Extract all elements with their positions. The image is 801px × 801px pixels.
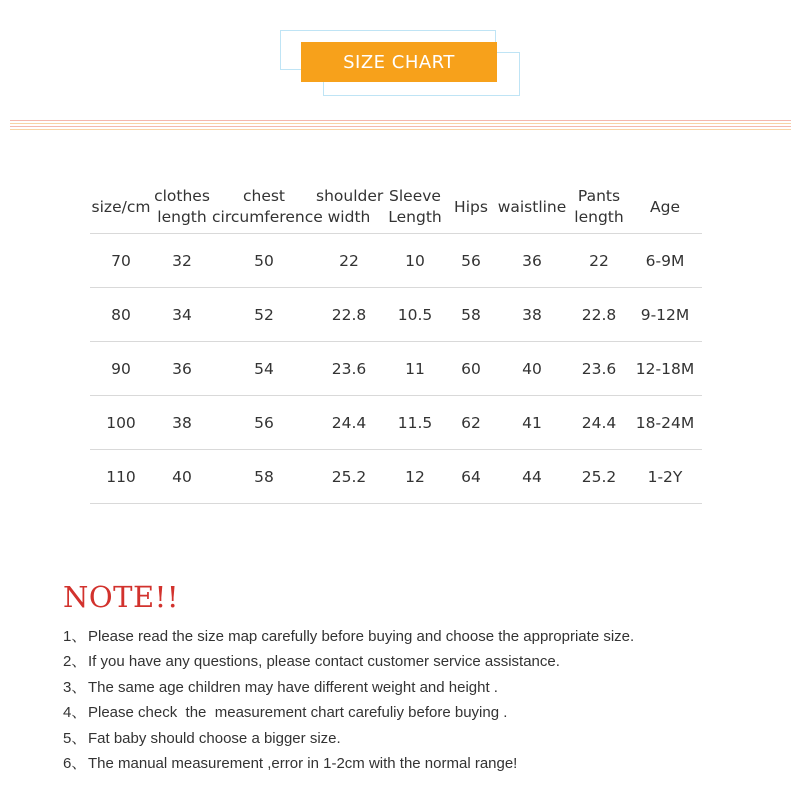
- header-hips: Hips: [454, 197, 488, 216]
- note-number: 3、: [63, 678, 87, 696]
- header-sleeve-length: Sleeve Length: [388, 187, 442, 226]
- table-cell: 38: [152, 396, 212, 450]
- note-number: 2、: [63, 653, 87, 671]
- table-cell: 11: [382, 342, 448, 396]
- table-cell: 58: [212, 450, 316, 504]
- table-cell: 6-9M: [628, 234, 702, 288]
- table-row: [90, 396, 702, 450]
- header-size: size/cm: [91, 197, 151, 216]
- table-cell: 80: [90, 288, 152, 342]
- table-row: [90, 234, 702, 288]
- table-cell: 36: [152, 342, 212, 396]
- table-cell: 56: [212, 396, 316, 450]
- header-waistline: waistline: [497, 197, 567, 216]
- decorative-stripes: [10, 120, 791, 132]
- table-row: [90, 342, 702, 396]
- table-cell: 41: [494, 396, 570, 450]
- table-cell: 44: [494, 450, 570, 504]
- table-cell: 60: [448, 342, 494, 396]
- size-chart-table: [90, 181, 702, 504]
- note-title: NOTE!!: [63, 580, 179, 614]
- table-cell: 9-12M: [628, 288, 702, 342]
- table-cell: 18-24M: [628, 396, 702, 450]
- note-number: 6、: [63, 754, 87, 772]
- table-cell: 38: [494, 288, 570, 342]
- page-title: SIZE CHART: [301, 42, 497, 82]
- table-cell: 36: [494, 234, 570, 288]
- note-number: 1、: [63, 628, 87, 645]
- header-age: Age: [650, 197, 680, 216]
- note-text: Fat baby should choose a bigger size.: [88, 729, 341, 747]
- table-cell: 25.2: [316, 450, 382, 504]
- table-header-row: [90, 181, 702, 234]
- table-cell: 52: [212, 288, 316, 342]
- note-text: Please check the measurement chart carefuliy before buying .: [88, 704, 508, 722]
- note-number: 5、: [63, 729, 87, 747]
- table-cell: 90: [90, 342, 152, 396]
- table-cell: 40: [494, 342, 570, 396]
- table-cell: 12: [382, 450, 448, 504]
- table-cell: 64: [448, 450, 494, 504]
- table-cell: 56: [448, 234, 494, 288]
- table-cell: 22: [316, 234, 382, 288]
- note-text: Please read the size map carefully before buying and choose the appropriate size.: [88, 628, 635, 645]
- table-cell: 10: [382, 234, 448, 288]
- note-item: [63, 730, 634, 755]
- header-pants-length: Pants length: [574, 187, 624, 226]
- header-chest-circumference: chest circumference: [212, 187, 323, 226]
- table-cell: 23.6: [570, 342, 628, 396]
- note-item: [63, 628, 634, 653]
- table-row: [90, 450, 702, 504]
- table-cell: 22.8: [316, 288, 382, 342]
- table-row: [90, 288, 702, 342]
- note-item: [63, 755, 634, 780]
- stripe-line: [10, 123, 791, 124]
- table-cell: 58: [448, 288, 494, 342]
- table-cell: 70: [90, 234, 152, 288]
- table-cell: 50: [212, 234, 316, 288]
- table-cell: 24.4: [570, 396, 628, 450]
- header-clothes-length: clothes length: [154, 187, 210, 226]
- table-cell: 100: [90, 396, 152, 450]
- table-cell: 1-2Y: [628, 450, 702, 504]
- table-cell: 34: [152, 288, 212, 342]
- note-text: The manual measurement ,error in 1-2cm with the normal range!: [88, 754, 518, 772]
- header-shoulder-width: shoulder width: [316, 187, 384, 226]
- table-cell: 110: [90, 450, 152, 504]
- table-cell: 32: [152, 234, 212, 288]
- table-cell: 25.2: [570, 450, 628, 504]
- table-cell: 62: [448, 396, 494, 450]
- table-cell: 22.8: [570, 288, 628, 342]
- table-cell: 24.4: [316, 396, 382, 450]
- stripe-line: [10, 120, 791, 121]
- note-item: [63, 653, 634, 678]
- note-item: [63, 704, 634, 729]
- note-text: The same age children may have different weight and height .: [88, 678, 498, 696]
- note-list: [63, 628, 634, 780]
- table-cell: 54: [212, 342, 316, 396]
- table-cell: 40: [152, 450, 212, 504]
- table-cell: 23.6: [316, 342, 382, 396]
- table-cell: 11.5: [382, 396, 448, 450]
- stripe-line: [10, 129, 791, 130]
- note-text: If you have any questions, please contact customer service assistance.: [88, 653, 560, 671]
- stripe-line: [10, 126, 791, 127]
- table-cell: 10.5: [382, 288, 448, 342]
- table-cell: 12-18M: [628, 342, 702, 396]
- table-cell: 22: [570, 234, 628, 288]
- note-item: [63, 679, 634, 704]
- note-number: 4、: [63, 704, 87, 722]
- title-badge: [280, 30, 520, 98]
